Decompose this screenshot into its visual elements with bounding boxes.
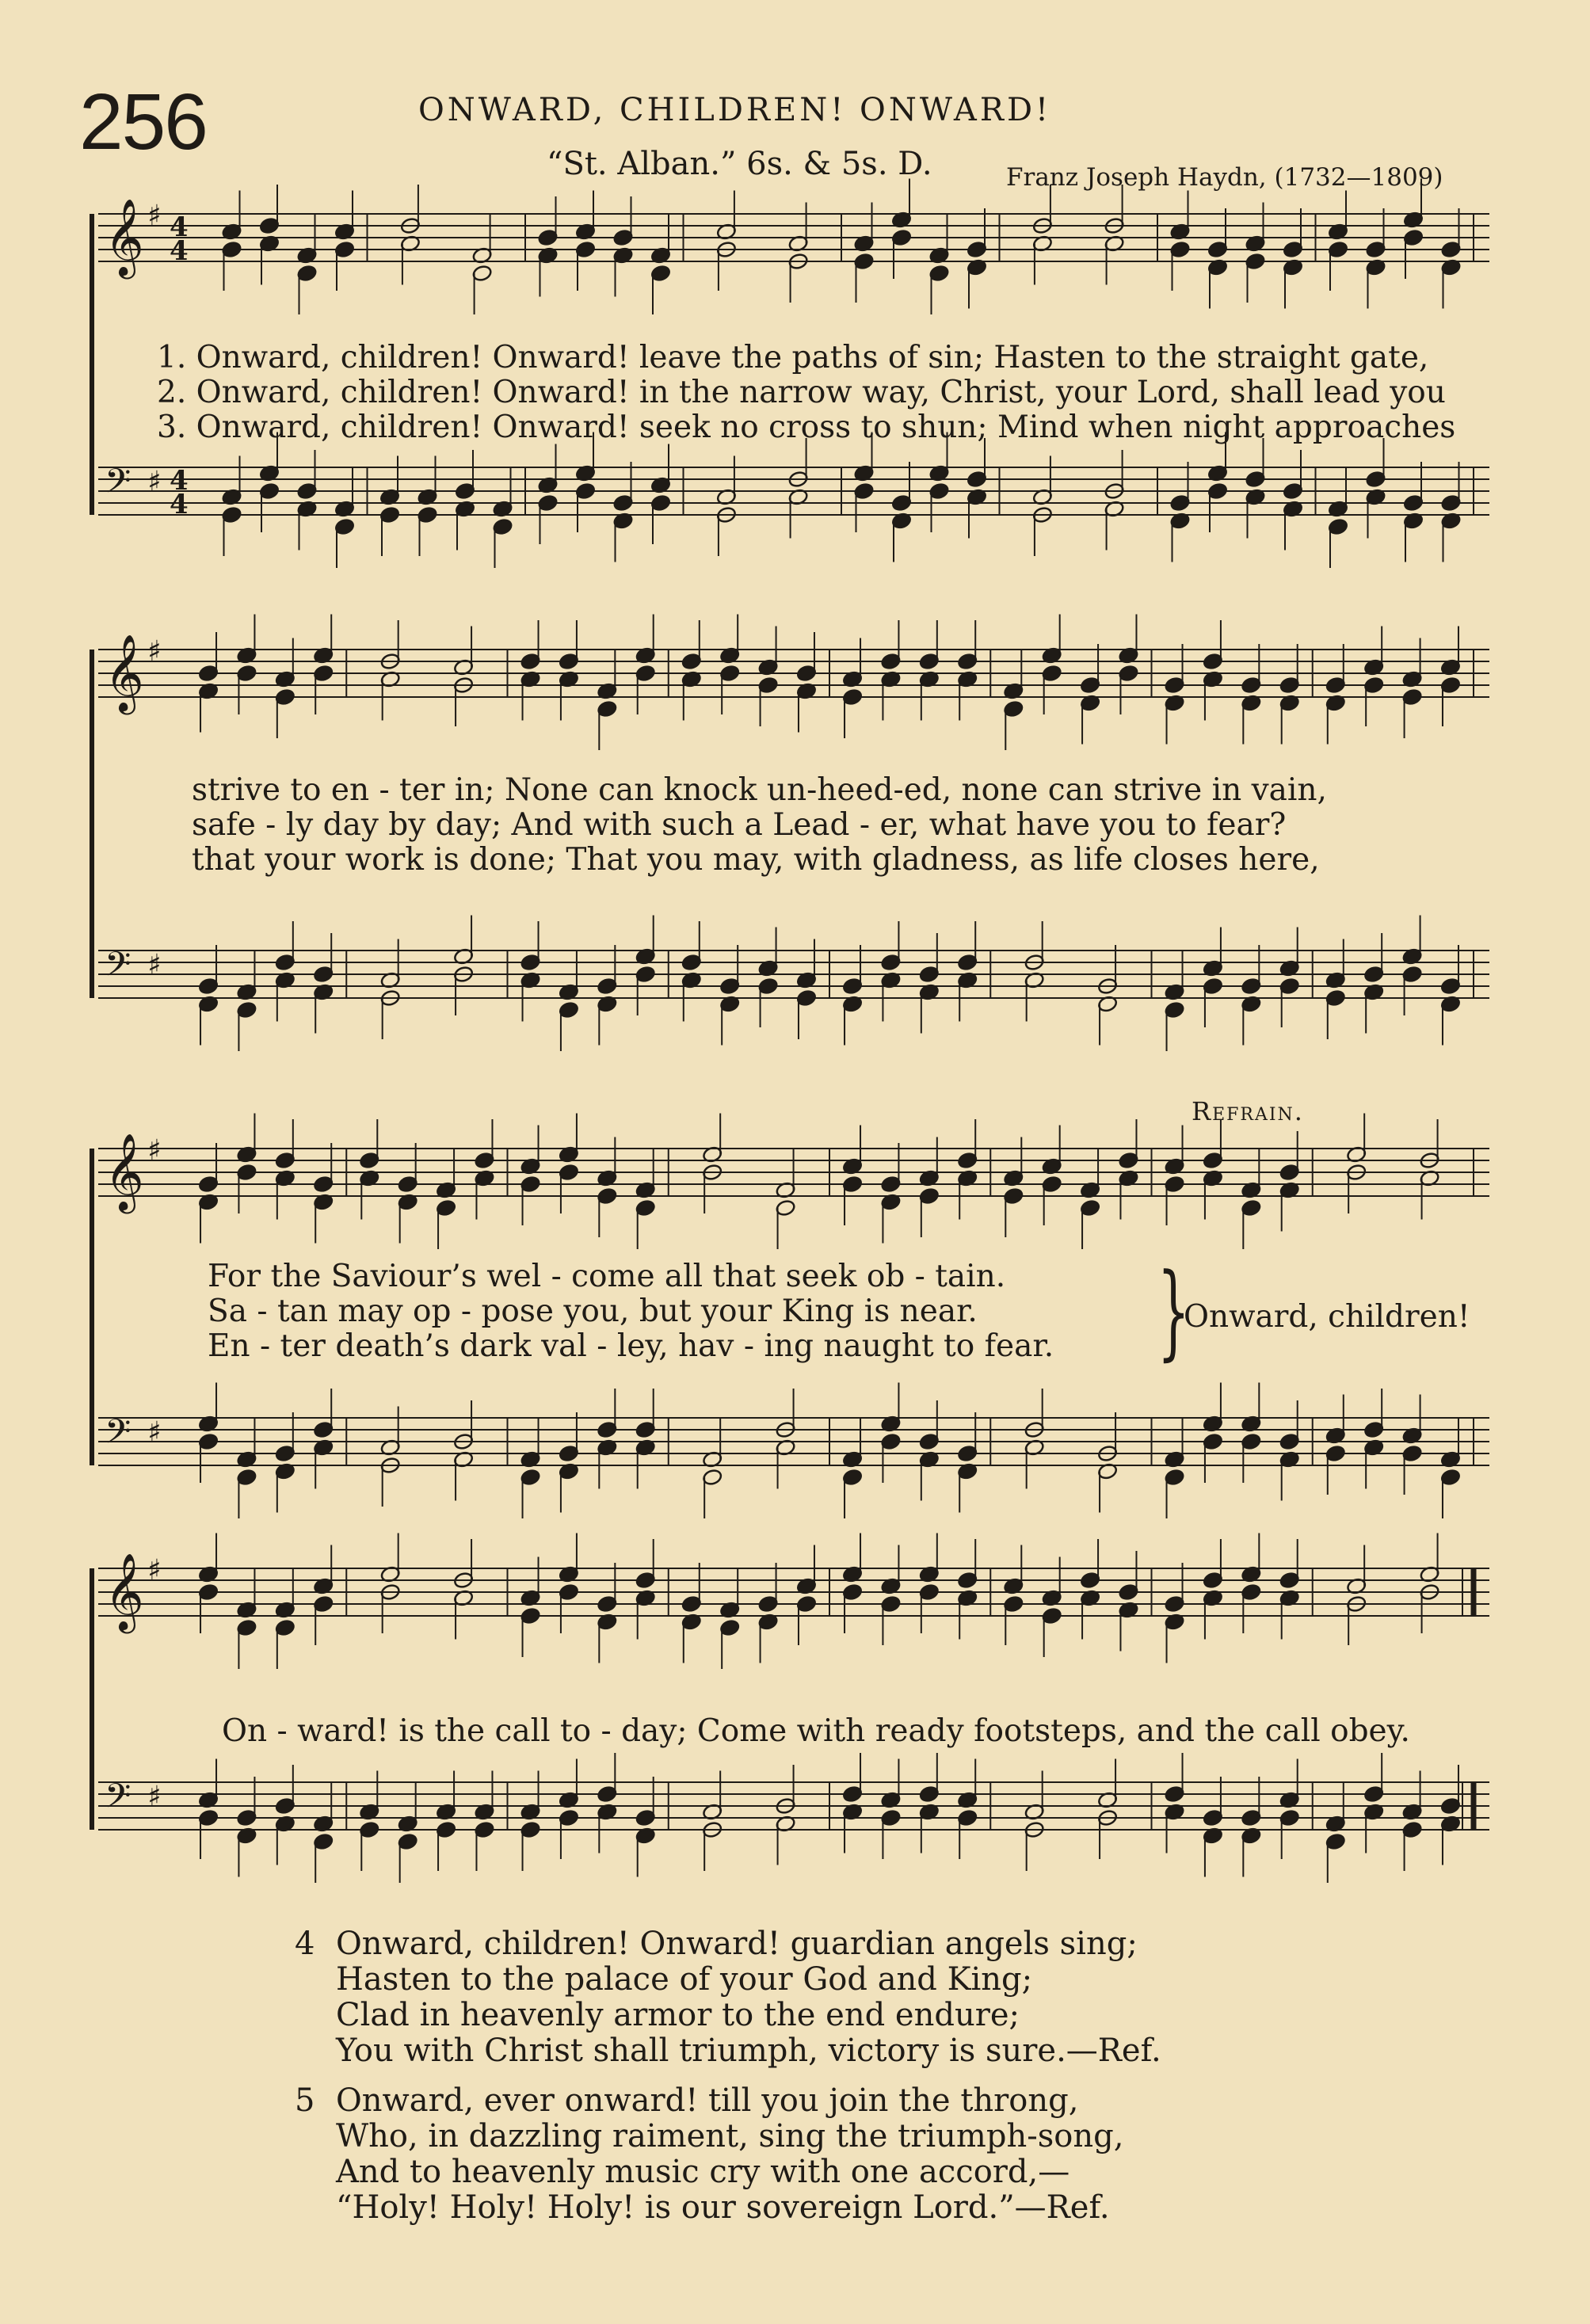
refrain-label: Refrain. bbox=[1192, 1096, 1304, 1126]
sharp-icon: ♯ bbox=[147, 1416, 162, 1449]
lyric-line: 1. Onward, children! Onward! leave the paths of sin; Hasten to the straight gate, bbox=[157, 340, 1429, 375]
verse-line: Onward, children! Onward! guardian angels sing; bbox=[336, 1926, 1138, 1962]
lyric-line: En - ter death’s dark val - ley, hav - ing naught to fear. bbox=[208, 1328, 1054, 1364]
verse-line: “Holy! Holy! Holy! is our sovereign Lord.”—Ref. bbox=[336, 2189, 1110, 2226]
verse-line: Clad in heavenly armor to the end endure; bbox=[336, 1997, 1020, 2033]
hymn-number: 256 bbox=[79, 78, 207, 166]
treble-clef-icon: 𝄞 bbox=[105, 1133, 144, 1210]
verse-line: Who, in dazzling raiment, sing the triumph-song, bbox=[336, 2118, 1124, 2154]
music-system-1 bbox=[87, 198, 1497, 578]
brace-symbol: } bbox=[1157, 1251, 1191, 1371]
verse-line: Onward, ever onward! till you join the throng, bbox=[336, 2082, 1079, 2119]
tune-meter: “St. Alban.” 6s. & 5s. D. bbox=[547, 146, 932, 182]
verse-number: 4 bbox=[295, 1926, 315, 1962]
verse-line: You with Christ shall triumph, victory is sure.—Ref. bbox=[336, 2033, 1161, 2069]
sharp-icon: ♯ bbox=[147, 466, 162, 498]
verse-line: Hasten to the palace of your God and King; bbox=[336, 1961, 1033, 1998]
sharp-icon: ♯ bbox=[147, 949, 162, 981]
lyric-line: safe - ly day by day; And with such a Lead - er, what have you to fear? bbox=[192, 807, 1287, 843]
verse-number: 5 bbox=[295, 2082, 315, 2119]
sharp-icon: ♯ bbox=[147, 200, 162, 232]
time-signature: 4 bbox=[170, 489, 189, 520]
lyric-line: On - ward! is the call to - day; Come with ready footsteps, and the call obey. bbox=[222, 1713, 1410, 1749]
hymn-title: ONWARD, CHILDREN! ONWARD! bbox=[418, 92, 1052, 128]
treble-clef-icon: 𝄞 bbox=[105, 198, 144, 276]
bass-clef-icon: 𝄢 bbox=[105, 1412, 132, 1460]
time-signature: 4 bbox=[170, 235, 189, 267]
treble-clef-icon: 𝄞 bbox=[105, 634, 144, 711]
lyric-line: that your work is done; That you may, with gladness, as life closes here, bbox=[192, 842, 1320, 878]
time-signature: 4 bbox=[170, 211, 189, 243]
sharp-icon: ♯ bbox=[147, 1554, 162, 1587]
music-system-4 bbox=[87, 1553, 1497, 1885]
refrain-words: Onward, children! bbox=[1184, 1299, 1470, 1335]
treble-clef-icon: 𝄞 bbox=[105, 1553, 144, 1630]
lyric-line: Sa - tan may op - pose you, but your King is near. bbox=[208, 1293, 978, 1329]
lyric-line: 3. Onward, children! Onward! seek no cross to shun; Mind when night approaches bbox=[157, 410, 1456, 445]
verse-line: And to heavenly music cry with one accord,— bbox=[336, 2154, 1070, 2190]
lyric-line: For the Saviour’s wel - come all that seek ob - tain. bbox=[208, 1259, 1006, 1294]
music-system-2 bbox=[87, 634, 1497, 1046]
time-signature: 4 bbox=[170, 465, 189, 497]
sharp-icon: ♯ bbox=[147, 1134, 162, 1167]
lyric-line: 2. Onward, children! Onward! in the narrow way, Christ, your Lord, shall lead you bbox=[157, 375, 1446, 410]
bass-clef-icon: 𝄢 bbox=[105, 945, 132, 992]
sharp-icon: ♯ bbox=[147, 635, 162, 668]
sharp-icon: ♯ bbox=[147, 1781, 162, 1813]
bass-clef-icon: 𝄢 bbox=[105, 462, 132, 509]
composer-credit: Franz Joseph Haydn, (1732—1809) bbox=[1006, 163, 1443, 192]
bass-clef-icon: 𝄢 bbox=[105, 1777, 132, 1824]
lyric-line: strive to en - ter in; None can knock un-heed-ed, none can strive in vain, bbox=[192, 772, 1327, 808]
